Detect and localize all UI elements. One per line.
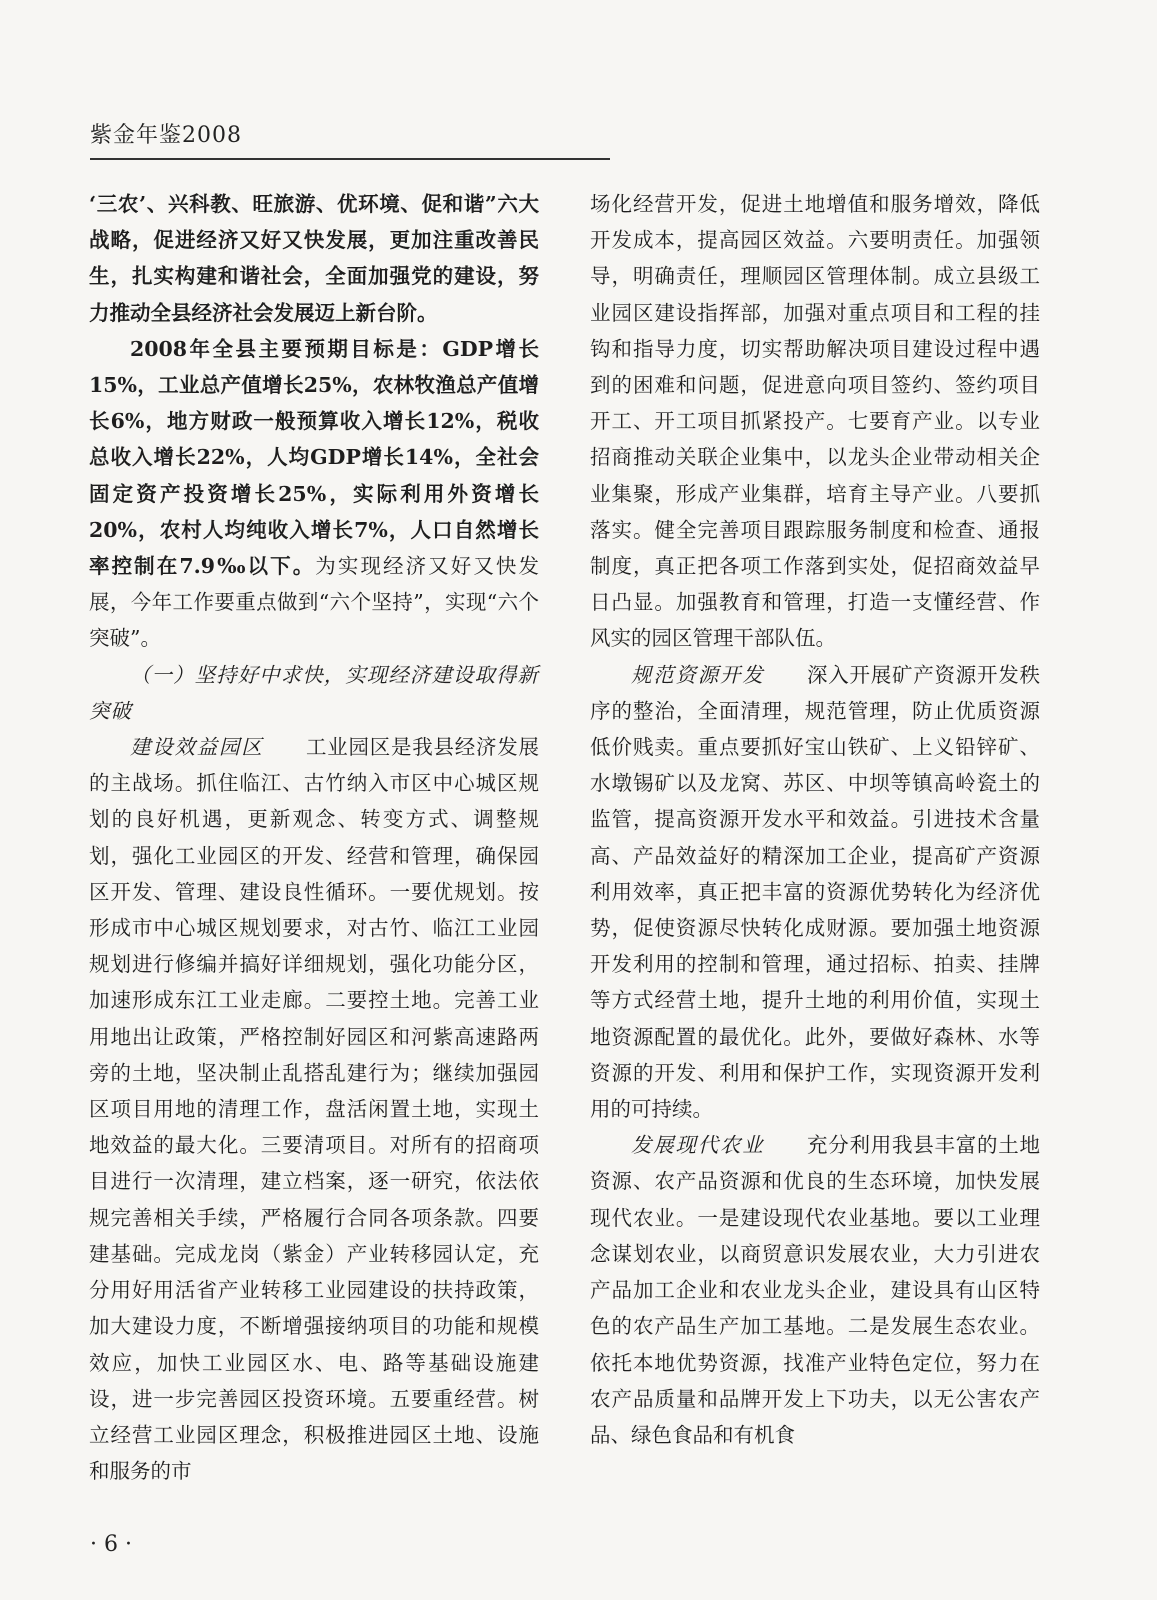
page-number: · 6 · bbox=[90, 1532, 132, 1557]
subsection-text-agriculture: 充分利用我县丰富的土地资源、农产品资源和优良的生态环境，加快发展现代农业。一是建设现代农业基地。要以工业理念谋划农业，以商贸意识发展农业，大力引进农产品加工企业和农业龙头企业，建设具有山区特色的农产品生产加工基地。二是发展生态农业。依托本地优势资源，找准产业特色定位，努力在农产品质量和品牌开发上下功夫，以无公害农产品、绿色食品和有机食 bbox=[590, 1133, 1040, 1447]
subsection-title-park: 建设效益园区 bbox=[130, 735, 264, 760]
header-rule bbox=[90, 158, 610, 160]
section-heading: （一）坚持好中求快，实现经济建设取得新突破 bbox=[89, 662, 539, 723]
subsection-text-resources: 深入开展矿产资源开发秩序的整治，全面清理，规范管理，防止优质资源低价贱卖。重点要抓好宝山铁矿、上义铅锌矿、水墩锡矿以及龙窝、苏区、中坝等镇高岭瓷土的监管，提高资源开发水平和效益。引进技术含量高、产品效益好的精深加工企业，提高矿产资源利用效率，真正把丰富的资源优势转化为经济优势，促使资源尽快转化成财源。要加强土地资源开发利用的控制和管理，通过招标、拍卖、挂牌等方式经营土地，提升土地的利用价值，实现土地资源配置的最优化。此外，要做好森林、水等资源的开发、利用和保护工作，实现资源开发利用的可持续。 bbox=[590, 662, 1040, 1122]
paragraph-strategy: ‘三农’、兴科教、旺旅游、优环境、促和谐”六大战略，促进经济又好又快发展，更加注重改善民生，扎实构建和谐社会，全面加强党的建设，努力推动全县经济社会发展迈上新台阶。 bbox=[89, 192, 539, 325]
paragraph-targets bbox=[89, 331, 539, 657]
subsection-text-park: 工业园区是我县经济发展的主战场。抓住临江、古竹纳入市区中心城区规划的良好机遇，更新观念、转变方式、调整规划，强化工业园区的开发、经营和管理，确保园区开发、管理、建设良性循环。一要优规划。按形成市中心城区规划要求，对古竹、临江工业园规划进行修编并搞好详细规划，强化功能分区，加速形成东江工业走廊。二要控土地。完善工业用地出让政策，严格控制好园区和河紫高速路两旁的土地，坚决制止乱搭乱建行为；继续加强园区项目用地的清理工作，盘活闲置土地，实现土地效益的最大化。三要清项目。对所有的招商项目进行一次清理，建立档案，逐一研究，依法依规完善相关手续，严格履行合同各项条款。四要建基础。完成龙岗（紫金）产业转移园认定，充分用好用活省产业转移工业园建设的扶持政策，加大建设力度，不断增强接纳项目的功能和规模效应，加快工业园区水、电、路等基础设施建设，进一步完善园区投资环境。五要重经营。树立经营工业园区理念，积极推进园区土地、设施和服务的市 bbox=[89, 735, 539, 1484]
targets-tail: 为实现经济又好又快发展，今年工作要重点做到“六个坚持”，实现“六个突破”。 bbox=[89, 554, 539, 651]
left-column bbox=[89, 186, 539, 1489]
paragraph-industrial-park bbox=[89, 729, 539, 1489]
targets-text: 2008年全县主要预期目标是：GDP增长15%，工业总产值增长25%，农林牧渔总产值增长6%，地方财政一般预算收入增长12%，税收总收入增长22%，人均GDP增长14%，全社会固定资产投资增长25%，实际利用外资增长20%，农村人均纯收入增长7%，人口自然增长率控制在7.9‰以下。 bbox=[89, 336, 539, 579]
subsection-title-agriculture: 发展现代农业 bbox=[631, 1133, 765, 1158]
paragraph-park-continued: 场化经营开发，促进土地增值和服务增效，降低开发成本，提高园区效益。六要明责任。加强领导，明确责任，理顺园区管理体制。成立县级工业园区建设指挥部，加强对重点项目和工程的挂钩和指导力度，切实帮助解决项目建设过程中遇到的困难和问题，促进意向项目签约、签约项目开工、开工项目抓紧投产。七要育产业。以专业招商推动关联企业集中，以龙头企业带动相关企业集聚，形成产业集群，培育主导产业。八要抓落实。健全完善项目跟踪服务制度和检查、通报制度，真正把各项工作落到实处，促招商效益早日凸显。加强教育和管理，打造一支懂经营、作风实的园区管理干部队伍。 bbox=[590, 192, 1040, 651]
running-header: 紫金年鉴2008 bbox=[90, 123, 242, 148]
paragraph-resources bbox=[590, 657, 1040, 1128]
right-column bbox=[590, 186, 1040, 1453]
paragraph-agriculture bbox=[590, 1127, 1040, 1453]
subsection-title-resources: 规范资源开发 bbox=[631, 662, 765, 687]
